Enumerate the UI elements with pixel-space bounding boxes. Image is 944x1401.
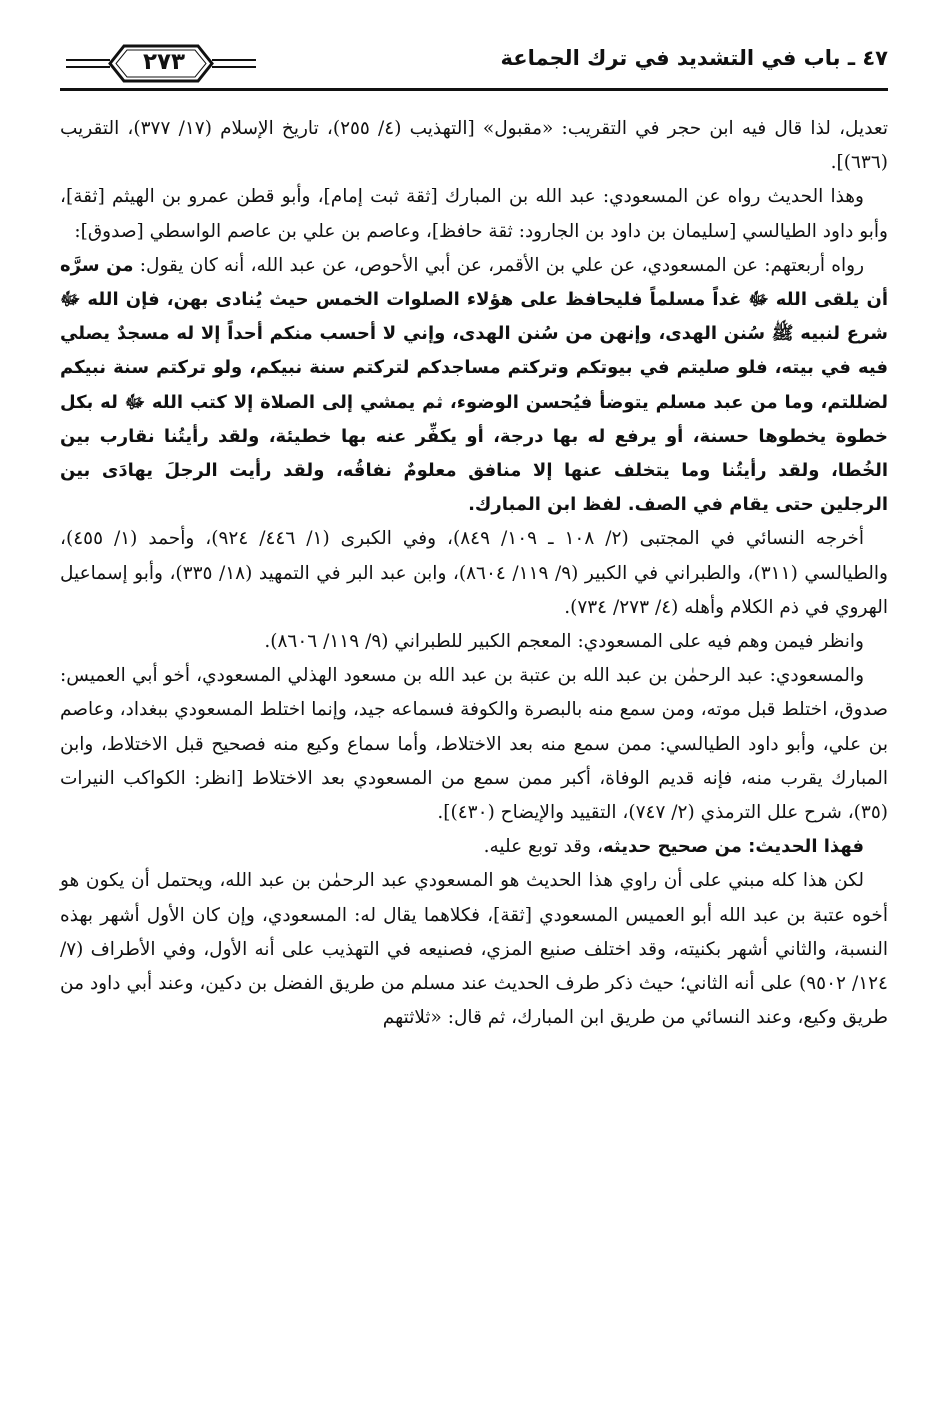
page-header <box>60 40 888 102</box>
header-divider <box>60 88 888 91</box>
page-number: ٢٧٣ <box>142 49 186 75</box>
book-page <box>60 40 888 1035</box>
paragraph-narrators-list: وهذا الحديث رواه عن المسعودي: عبد الله بن المبارك [ثقة ثبت إمام]، وأبو قطن عمرو بن الهيثم [ثقة]، وأبو داود الطيالسي [سليمان بن داود بن الجارود: ثقة حافظ]، وعاصم بن علي بن عاصم الواسطي [صدوق]: <box>60 186 888 242</box>
paragraph-hadith <box>60 249 888 523</box>
chapter-title: ٤٧ ـ باب في التشديد في ترك الجماعة <box>500 46 888 70</box>
verdict-bold: فهذا الحديث: من صحيح حديثه <box>602 836 864 858</box>
main-text <box>60 112 888 1035</box>
hadith-chain: رواه أربعتهم: عن المسعودي، عن علي بن الأقمر، عن أبي الأحوص، عن عبد الله، أنه كان يقول: <box>133 254 865 276</box>
hadith-text: من سرَّه أن يلقى الله ﷻ غداً مسلماً فليحافظ على هؤلاء الصلوات الخمس حيث يُنادى بهن، فإن الله ﷻ شرع لنبيه ﷺ سُنن الهدى، وإنهن من سُنن الهدى، وإني لا أحسب منكم أحداً إلا له مسجدٌ يصلي فيه في بيته، فلو صليتم في بيوتكم وتركتم مساجدكم لتركتم سنة نبيكم، ولو تركتم سنة نبيكم لضللتم، وما من عبد مسلم يتوضأ فيُحسن الوضوء، ثم يمشي إلى الصلاة إلا كتب الله ﷻ له بكل خطوة يخطوها حسنة، أو يرفع له بها درجة، أو يكفِّر عنه بها خطيئة، ولقد رأيتُنا نقارب بين الخُطا، ولقد رأيتُنا وما يتخلف عنها إلا منافق معلومٌ نفاقُه، ولقد رأيت الرجلَ يهادَى بين الرجلين حتى يقام في الصف. لفظ ابن المبارك. <box>60 254 888 516</box>
paragraph-masudi-biography: والمسعودي: عبد الرحمٰن بن عبد الله بن عتبة بن عبد الله بن مسعود الهذلي المسعودي، أخو أبي العميس: صدوق، اختلط قبل موته، ومن سمع منه بالبصرة والكوفة فسماعه جيد، وإنما اختلط المسعودي ببغداد، وعاصم بن علي، وأبو داود الطيالسي: ممن سمع منه بعد الاختلاط، وأما سماع وكيع منه فصحيح قبل الاختلاط، وابن المبارك يقرب منه، فإنه قديم الوفاة، أكبر ممن سمع من المسعودي بعد الاختلاط [انظر: الكواكب النيرات (٣٥)، شرح علل الترمذي (٢/ ٧٤٧)، التقييد والإيضاح (٤٣٠)]. <box>60 665 888 824</box>
paragraph-takhrij: أخرجه النسائي في المجتبى (٢/ ١٠٨ ـ ١٠٩/ ٨٤٩)، وفي الكبرى (١/ ٤٤٦/ ٩٢٤)، وأحمد (١/ ٤٥٥)، والطيالسي (٣١١)، والطبراني في الكبير (٩/ ١١٩/ ٨٦٠٤)، وابن عبد البر في التمهيد (١٨/ ٣٣٥)، وأبو إسماعيل الهروي في ذم الكلام وأهله (٤/ ٢٧٣/ ٧٣٤). <box>60 528 888 618</box>
paragraph-see-also: وانظر فيمن وهم فيه على المسعودي: المعجم الكبير للطبراني (٩/ ١١٩/ ٨٦٠٦). <box>264 631 864 653</box>
verdict-rest: ، وقد توبع عليه. <box>483 836 603 858</box>
paragraph-verdict <box>60 830 888 864</box>
paragraph-discussion: لكن هذا كله مبني على أن راوي هذا الحديث هو المسعودي عبد الرحمٰن بن عبد الله، ويحتمل أن يكون هو أخوه عتبة بن عبد الله أبو العميس المسعودي [ثقة]، فكلاهما يقال له: المسعودي، وإن كان الأول أشهر بهذه النسبة، والثاني أشهر بكنيته، وقد اختلف صنيع المزي، فصنيعه في التهذيب على أنه الأول، وفي الأطراف (٧/ ١٢٤/ ٩٥٠٢) على أنه الثاني؛ حيث ذكر طرف الحديث عند مسلم من طريق الفضل بن دكين، وعند أبي داود من طريق وكيع، وعند النسائي من طريق ابن المبارك، ثم قال: «ثلاثتهم <box>60 870 888 1029</box>
paragraph-narrator-grading: تعديل، لذا قال فيه ابن حجر في التقريب: «مقبول» [التهذيب (٤/ ٢٥٥)، تاريخ الإسلام (١٧/ ٣٧٧)، التقريب (٦٣٦)]. <box>60 118 888 174</box>
